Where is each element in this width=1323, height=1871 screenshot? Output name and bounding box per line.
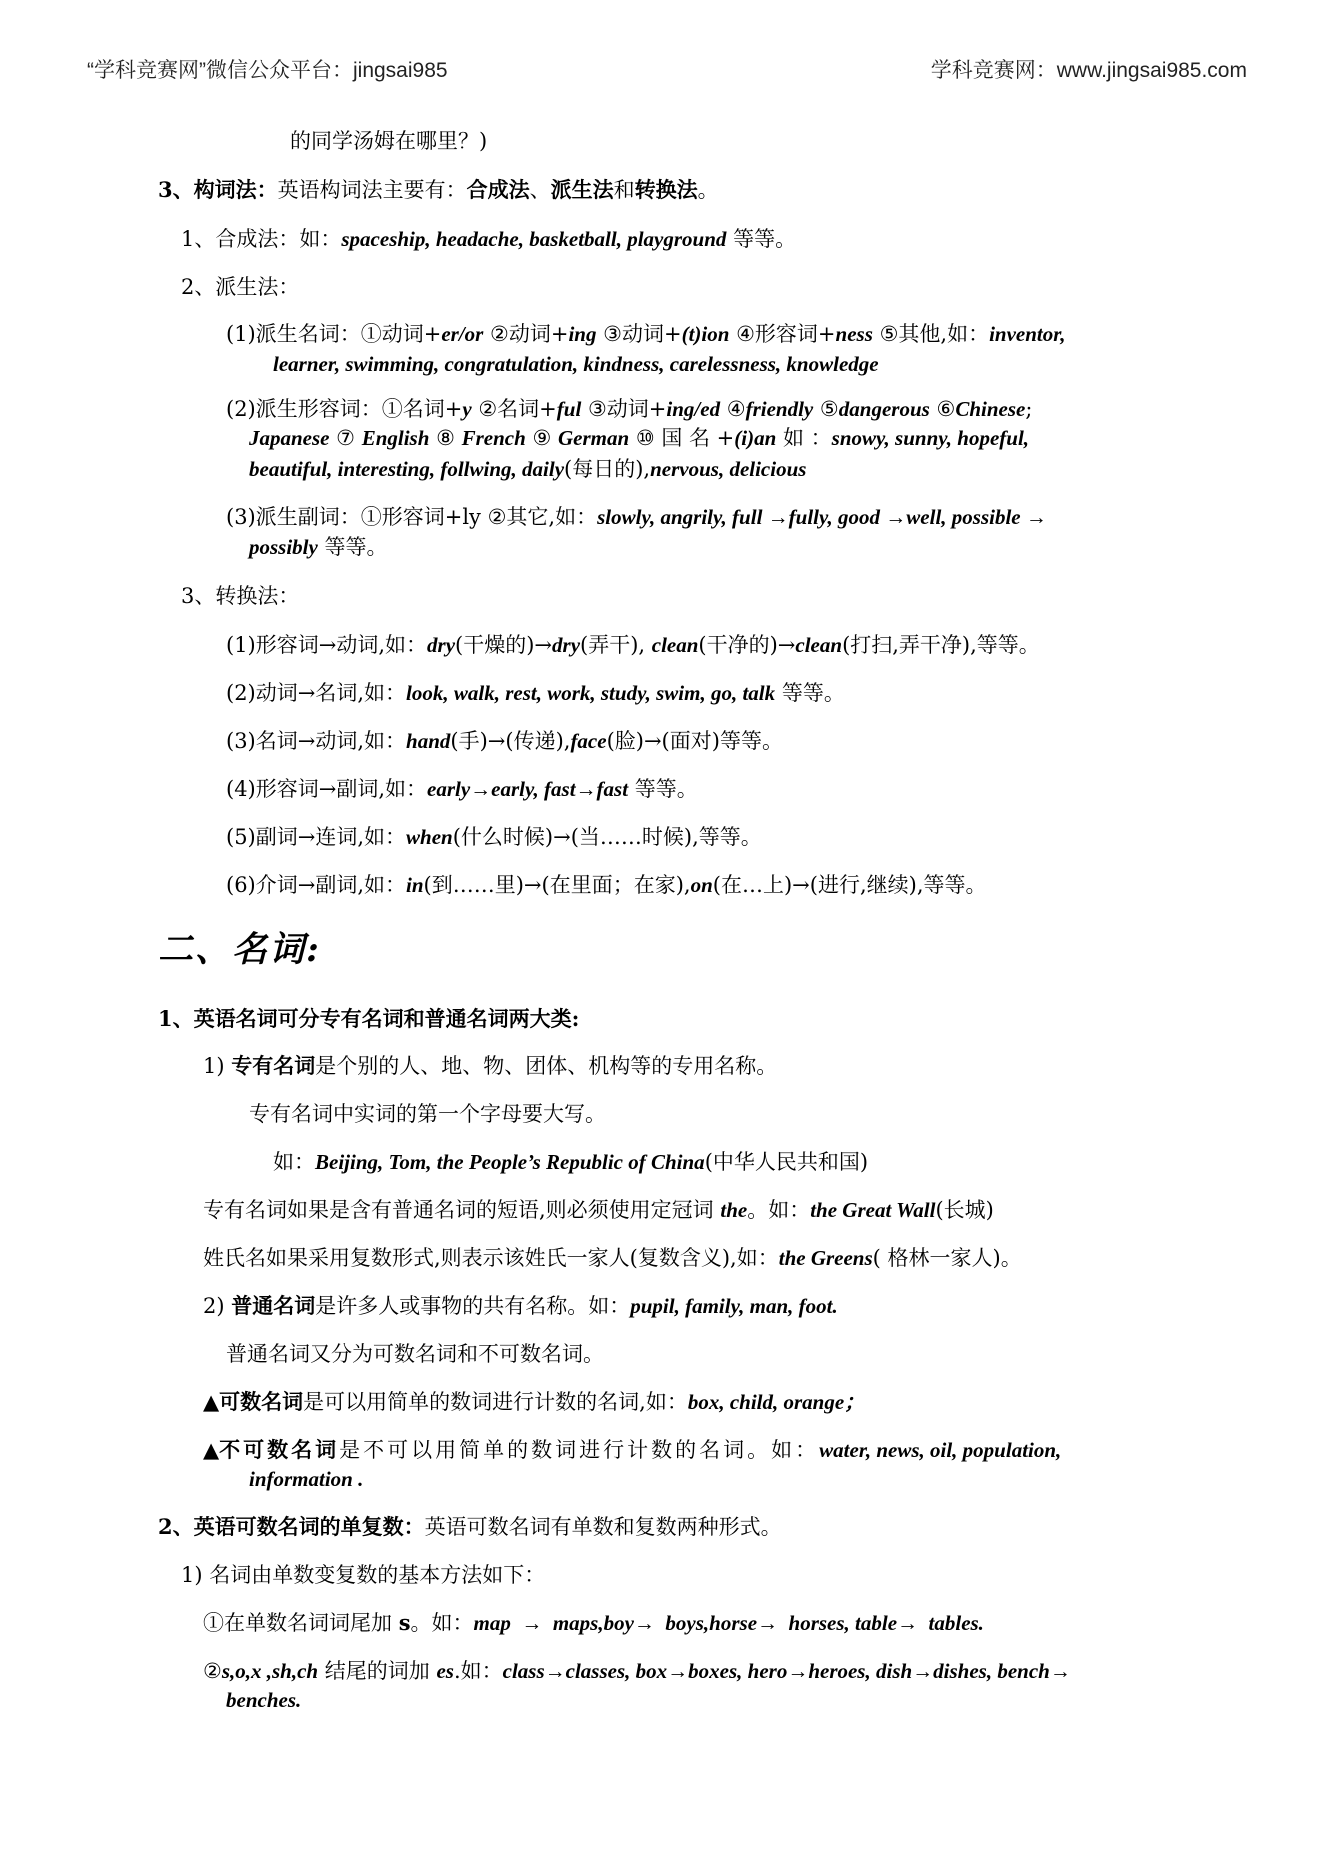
conversion-2 xyxy=(226,678,845,708)
text: 和 xyxy=(613,178,635,202)
text: 是个别的人、地、物、团体、机构等的专用名称。 xyxy=(315,1054,778,1078)
conversion-5 xyxy=(226,822,762,852)
text: ①在单数名词词尾加 xyxy=(203,1611,399,1635)
text: ( 格林一家人)。 xyxy=(872,1246,1022,1270)
text: 。如： xyxy=(747,1198,811,1222)
plural-rule-1 xyxy=(203,1608,984,1638)
compound-line xyxy=(181,224,796,254)
text: ⑤ xyxy=(813,397,839,421)
suffix: ing/ed xyxy=(666,397,721,421)
suffix: ful xyxy=(556,397,582,421)
text: 是许多人或事物的共有名称。如： xyxy=(315,1294,631,1318)
text: (3)派生副词：①形容词+ly ②其它,如： xyxy=(226,505,598,529)
example: when xyxy=(406,825,453,849)
text-line: 专有名词中实词的第一个字母要大写。 xyxy=(249,1102,606,1126)
text-line xyxy=(203,1243,1022,1273)
example: dry xyxy=(427,633,456,657)
example-line xyxy=(273,1147,868,1177)
example: the Greens xyxy=(778,1246,873,1270)
term: 合成法 xyxy=(466,177,530,202)
example: nervous, delicious xyxy=(650,457,807,481)
examples: slowly, angrily, full →fully, good →well, possible → xyxy=(597,505,1047,529)
example: the Great Wall xyxy=(810,1198,936,1222)
term: 派生法 xyxy=(550,177,614,202)
example: snowy, sunny, hopeful, xyxy=(831,426,1030,450)
header-left: “学科竞赛网”微信公众平台：jingsai985 xyxy=(87,59,448,82)
example: beautiful, interesting, follwing, daily xyxy=(249,457,565,481)
text: ⑤其他,如： xyxy=(872,322,990,346)
derive-noun-line1 xyxy=(226,319,1066,349)
text-line: 1) 名词由单数变复数的基本方法如下： xyxy=(181,1563,546,1587)
triangle-bullet-icon: ▲ xyxy=(203,1390,220,1414)
suffix: (t)ion xyxy=(681,322,730,346)
text: ; xyxy=(1025,397,1033,421)
text: 。 xyxy=(697,178,719,202)
text: 如 ： xyxy=(776,426,832,450)
example: clean xyxy=(651,633,699,657)
noun-subheading-2 xyxy=(158,1512,782,1542)
example: Japanese xyxy=(249,426,330,450)
text: (干净的)→ xyxy=(698,633,796,657)
proper-noun-line xyxy=(203,1051,777,1081)
text: (在…上)→(进行,继续),等等。 xyxy=(712,873,987,897)
text: (每日的), xyxy=(564,457,651,481)
text-line xyxy=(203,1195,994,1225)
suffix: es xyxy=(436,1659,454,1683)
example: clean xyxy=(795,633,843,657)
examples: spaceship, headache, basketball, playground xyxy=(341,227,727,251)
examples: look, walk, rest, work, study, swim, go, talk xyxy=(406,681,776,705)
conversion-4 xyxy=(226,774,698,804)
text: ⑥ xyxy=(929,397,956,421)
header-right: 学科竞赛网：www.jingsai985.com xyxy=(930,59,1247,82)
common-noun-line xyxy=(203,1291,838,1321)
section-heading-nouns: 二、名词: xyxy=(158,929,321,970)
uncountable-line1 xyxy=(203,1435,1061,1465)
text: 1) xyxy=(203,1054,232,1078)
text: ④ xyxy=(720,397,746,421)
text: 英语构词法主要有： xyxy=(277,178,467,202)
text: ⑨ xyxy=(525,426,558,450)
suffix: (i)an xyxy=(734,426,777,450)
term: 不可数名词 xyxy=(219,1437,340,1462)
text: ⑩ 国 名 + xyxy=(629,426,735,450)
text: 结尾的词加 xyxy=(318,1659,437,1683)
noun-subheading-1: 1、英语名词可分专有名词和普通名词两大类: xyxy=(158,1006,580,1031)
text: ⑦ xyxy=(329,426,362,450)
plural-rule-2-line1 xyxy=(203,1656,1071,1686)
text: 是可以用简单的数词进行计数的名词,如： xyxy=(303,1390,688,1414)
examples: early→early, fast→fast xyxy=(427,777,629,801)
text: (到……里)→(在里面；在家), xyxy=(423,873,691,897)
countable-line xyxy=(203,1387,865,1417)
section-number: 3、构词法： xyxy=(158,177,278,202)
example: friendly xyxy=(745,397,814,421)
text: 。如： xyxy=(410,1611,474,1635)
example: in xyxy=(406,873,424,897)
text: (5)副词→连词,如： xyxy=(226,825,407,849)
text: (手)→(传递), xyxy=(450,729,571,753)
text: ③动词+ xyxy=(581,397,667,421)
text: 等等。 xyxy=(775,681,845,705)
conversion-1 xyxy=(226,630,1040,660)
suffix: ness xyxy=(835,322,873,346)
text: 是不可以用简单的数词进行计数的名词。如： xyxy=(339,1438,820,1462)
term: 专有名词 xyxy=(231,1053,316,1078)
text: (6)介词→副词,如： xyxy=(226,873,407,897)
examples: water, news, oil, population, xyxy=(819,1438,1062,1462)
derive-adj-line2 xyxy=(249,423,1029,453)
text: ② xyxy=(203,1659,222,1683)
text: (弄干), xyxy=(580,633,652,657)
example: hand xyxy=(406,729,451,753)
derive-noun-line2: learner, swimming, congratulation, kindness, carelessness, knowledge xyxy=(273,352,879,376)
text: (干燥的)→ xyxy=(455,633,553,657)
text: (3)名词→动词,如： xyxy=(226,729,407,753)
term: 普通名词 xyxy=(231,1293,316,1318)
text: .如： xyxy=(453,1659,503,1683)
text: 等等。 xyxy=(726,227,797,251)
text: 英语可数名词有单数和复数两种形式。 xyxy=(424,1515,782,1539)
text: ⑧ xyxy=(429,426,462,450)
text: (2)动词→名词,如： xyxy=(226,681,407,705)
conversion-3 xyxy=(226,726,783,756)
text: (1)形容词→动词,如： xyxy=(226,633,428,657)
example: on xyxy=(690,873,713,897)
text: ②名词+ xyxy=(471,397,557,421)
term: 转换法 xyxy=(634,177,698,202)
examples: class→classes, box→boxes, hero→heroes, dish→dishes, bench→ xyxy=(502,1659,1071,1683)
section-3-heading xyxy=(158,175,719,205)
derive-adv-line1 xyxy=(226,502,1047,532)
text: 2) xyxy=(203,1294,232,1318)
derive-adj-line1 xyxy=(226,394,1032,424)
text: 等等。 xyxy=(317,535,388,559)
example: inventor, xyxy=(989,322,1066,346)
text: (中华人民共和国) xyxy=(704,1150,869,1174)
term: 可数名词 xyxy=(219,1389,304,1414)
derive-adj-line3 xyxy=(249,454,806,484)
label: 1、合成法：如： xyxy=(181,227,342,251)
examples: Beijing, Tom, the People’s Republic of China xyxy=(315,1150,705,1174)
text: (打扫,弄干净),等等。 xyxy=(842,633,1040,657)
conversion-label: 3、转换法： xyxy=(181,584,300,608)
text: (长城) xyxy=(935,1198,994,1222)
text: (4)形容词→副词,如： xyxy=(226,777,428,801)
example: German xyxy=(557,426,630,450)
suffix: s xyxy=(398,1610,411,1635)
text: 专有名词如果是含有普通名词的短语,则必须使用定冠词 xyxy=(203,1198,721,1222)
example: possibly xyxy=(249,535,318,559)
conversion-6 xyxy=(226,870,987,900)
text: ④形容词+ xyxy=(729,322,836,346)
text: 如： xyxy=(273,1150,315,1174)
example: face xyxy=(570,729,607,753)
text-line: 普通名词又分为可数名词和不可数名词。 xyxy=(226,1342,604,1366)
text: ③动词+ xyxy=(596,322,682,346)
text: (1)派生名词：①动词+ xyxy=(226,322,442,346)
example: the xyxy=(720,1198,748,1222)
uncountable-line2: information . xyxy=(249,1467,364,1491)
example: English xyxy=(361,426,430,450)
derive-adv-line2 xyxy=(249,532,388,562)
triangle-bullet-icon: ▲ xyxy=(203,1438,220,1462)
derivation-label: 2、派生法： xyxy=(181,275,300,299)
text: (脸)→(面对)等等。 xyxy=(606,729,783,753)
text: 、 xyxy=(529,178,551,202)
endings: s,o,x ,sh,ch xyxy=(221,1659,319,1683)
examples: map → maps,boy→ boys,horse→ horses, table→ tables. xyxy=(473,1611,984,1635)
text: 姓氏名如果采用复数形式,则表示该姓氏一家人(复数含义),如： xyxy=(203,1246,779,1270)
example: French xyxy=(461,426,526,450)
text: (2)派生形容词：①名词+ xyxy=(226,397,463,421)
text: (什么时候)→(当……时候),等等。 xyxy=(452,825,762,849)
text: ②动词+ xyxy=(483,322,569,346)
examples: box, child, orange； xyxy=(687,1390,866,1414)
example: dangerous xyxy=(838,397,930,421)
text: 等等。 xyxy=(628,777,698,801)
text-line: 的同学汤姆在哪里？) xyxy=(290,129,488,153)
suffix: er/or xyxy=(441,322,484,346)
example: Chinese xyxy=(955,397,1026,421)
examples: pupil, family, man, foot. xyxy=(630,1294,838,1318)
heading: 2、英语可数名词的单复数： xyxy=(158,1514,425,1539)
suffix: ing xyxy=(568,322,597,346)
suffix: y xyxy=(462,397,472,421)
example: dry xyxy=(552,633,581,657)
plural-rule-2-line2: benches. xyxy=(226,1688,302,1712)
